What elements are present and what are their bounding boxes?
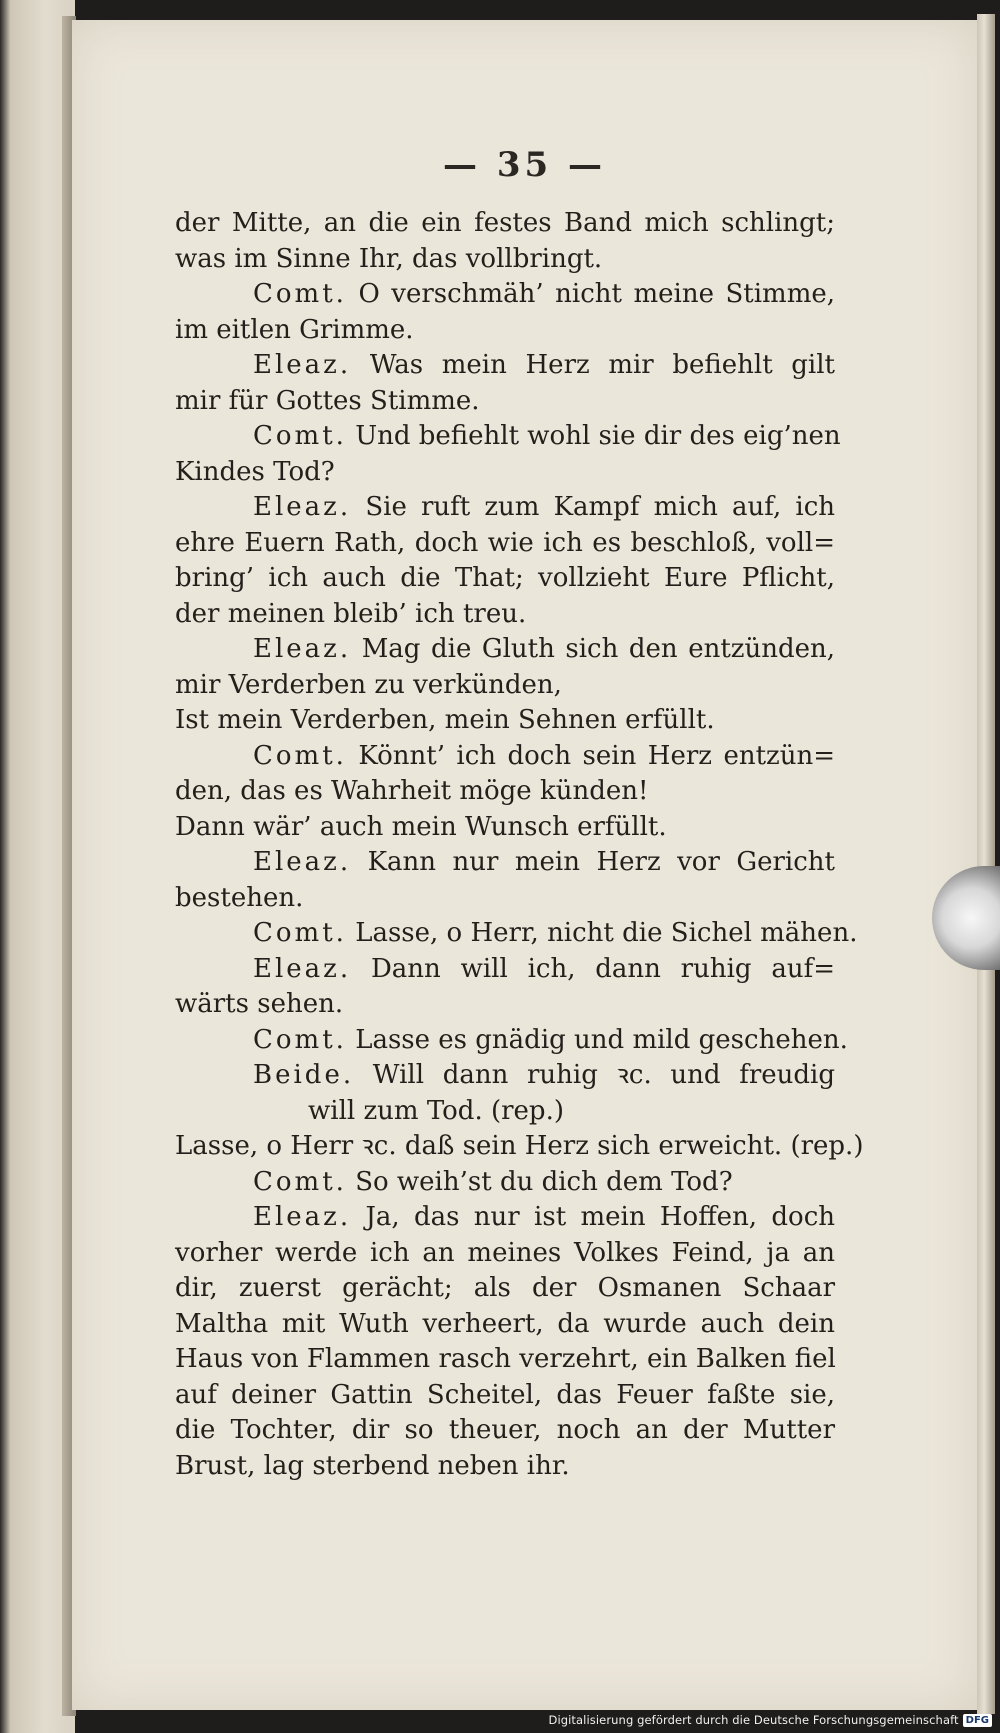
speaker-name: Eleaz.: [253, 1202, 352, 1232]
speaker-name: Comt.: [253, 279, 347, 309]
line-text: O verschmäh’ nicht meine Stimme,: [358, 279, 836, 309]
text-line: [175, 1271, 835, 1307]
line-text: Lasse es gnädig und mild geschehen.: [355, 1024, 848, 1055]
text-line: [175, 526, 835, 562]
text-line: [175, 1023, 848, 1059]
text-line: [175, 916, 858, 952]
text-line: [175, 632, 835, 668]
line-text: Was mein Herz mir befiehlt gilt: [369, 350, 836, 380]
line-text: bring’ ich auch die That; vollzieht Eure Pflicht,: [175, 563, 835, 593]
line-text: was im Sinne Ihr, das vollbringt.: [175, 243, 603, 274]
text-line: [175, 277, 835, 313]
line-text: vorher werde ich an meines Volkes Feind, ja an: [175, 1237, 835, 1268]
line-text: bestehen.: [175, 882, 304, 913]
text-line: [175, 1129, 864, 1165]
speaker-name: Eleaz.: [253, 634, 352, 664]
line-text: will zum Tod. (rep.): [308, 1095, 564, 1126]
text-line: [175, 455, 835, 491]
line-text: Haus von Flammen rasch verzehrt, ein Balken fiel: [175, 1344, 836, 1374]
line-text: auf deiner Gattin Scheitel, das Feuer faßte sie,: [175, 1379, 835, 1410]
text-line: [175, 1378, 835, 1414]
text-line: [175, 739, 835, 775]
right-page-edge: [977, 14, 995, 1714]
text-line: [175, 845, 835, 881]
dfg-logo: DFG: [963, 1714, 992, 1727]
line-text: der Mitte, an die ein festes Band mich schlingt;: [175, 208, 835, 238]
text-line: [175, 987, 835, 1023]
text-line: [175, 1094, 835, 1130]
line-text: So weih’st du dich dem Tod?: [355, 1166, 733, 1197]
line-text: Dann wär’ auch mein Wunsch erfüllt.: [175, 811, 667, 842]
footer: [548, 1711, 992, 1729]
line-text: Und befiehlt wohl sie dir des eig’nen: [355, 421, 841, 451]
text-line: [175, 1236, 835, 1272]
text-line: [175, 1165, 835, 1201]
text-line: [175, 490, 835, 526]
speaker-name: Comt.: [253, 740, 347, 771]
text-line: [175, 774, 835, 810]
line-text: Lasse, o Herr ꝛc. daß sein Herz sich erweicht. (rep.): [175, 1131, 864, 1161]
text-line: [175, 1058, 835, 1094]
text-line: [175, 881, 835, 917]
text-line: [175, 419, 841, 455]
line-text: Ist mein Verderben, mein Sehnen erfüllt.: [175, 705, 715, 735]
line-text: Brust, lag sterbend neben ihr.: [175, 1450, 570, 1481]
line-text: Könnt’ ich doch sein Herz entzün=: [358, 740, 836, 771]
line-text: die Tochter, dir so theuer, noch an der Mutter: [175, 1415, 835, 1445]
text-line: [175, 952, 835, 988]
speaker-name: Eleaz.: [253, 953, 352, 984]
text-line: [175, 1307, 835, 1343]
line-text: ehre Euern Rath, doch wie ich es beschloß, voll=: [175, 527, 835, 558]
text-line: [175, 1449, 835, 1485]
line-text: im eitlen Grimme.: [175, 314, 414, 345]
speaker-name: Comt.: [253, 421, 347, 451]
text-line: [175, 1342, 835, 1378]
text-line: [175, 384, 835, 420]
line-text: der meinen bleib’ ich treu.: [175, 598, 527, 629]
line-text: Lasse, o Herr, nicht die Sichel mähen.: [355, 918, 858, 948]
line-text: Sie ruft zum Kampf mich auf, ich: [365, 492, 835, 522]
text-line: [175, 242, 835, 278]
line-text: Kann nur mein Herz vor Gericht: [367, 847, 835, 877]
speaker-name: Comt.: [253, 918, 347, 948]
page-number: — 35 —: [443, 145, 606, 185]
line-text: Mag die Gluth sich den entzünden,: [361, 634, 835, 664]
text-line: [175, 810, 835, 846]
speaker-name: Beide.: [253, 1060, 355, 1090]
text-line: [175, 1200, 835, 1236]
text-line: [175, 313, 835, 349]
line-text: Will dann ruhig ꝛc. und freudig: [372, 1060, 835, 1090]
line-text: mir Verderben zu verkünden,: [175, 669, 562, 700]
line-text: wärts sehen.: [175, 989, 344, 1019]
text-line: [175, 1413, 835, 1449]
line-text: den, das es Wahrheit möge künden!: [175, 776, 649, 806]
speaker-name: Eleaz.: [253, 492, 352, 522]
page-text: [175, 206, 864, 1484]
text-line: [175, 348, 835, 384]
speaker-name: Comt.: [253, 1024, 347, 1055]
line-text: Ja, das nur ist mein Hoffen, doch: [365, 1202, 835, 1232]
speaker-name: Eleaz.: [253, 847, 352, 877]
speaker-name: Comt.: [253, 1166, 347, 1197]
text-line: [175, 597, 835, 633]
text-line: [175, 703, 835, 739]
text-line: [175, 561, 835, 597]
line-text: Maltha mit Wuth verheert, da wurde auch dein: [175, 1308, 835, 1339]
text-line: [175, 668, 835, 704]
speaker-name: Eleaz.: [253, 350, 352, 380]
line-text: mir für Gottes Stimme.: [175, 385, 480, 416]
line-text: dir, zuerst gerächt; als der Osmanen Schaar: [175, 1273, 835, 1303]
line-text: Dann will ich, dann ruhig auf=: [370, 953, 835, 984]
text-line: [175, 206, 835, 242]
funding-notice: Digitalisierung gefördert durch die Deutsche Forschungsgemeinschaft: [548, 1713, 959, 1727]
line-text: Kindes Tod?: [175, 456, 335, 487]
